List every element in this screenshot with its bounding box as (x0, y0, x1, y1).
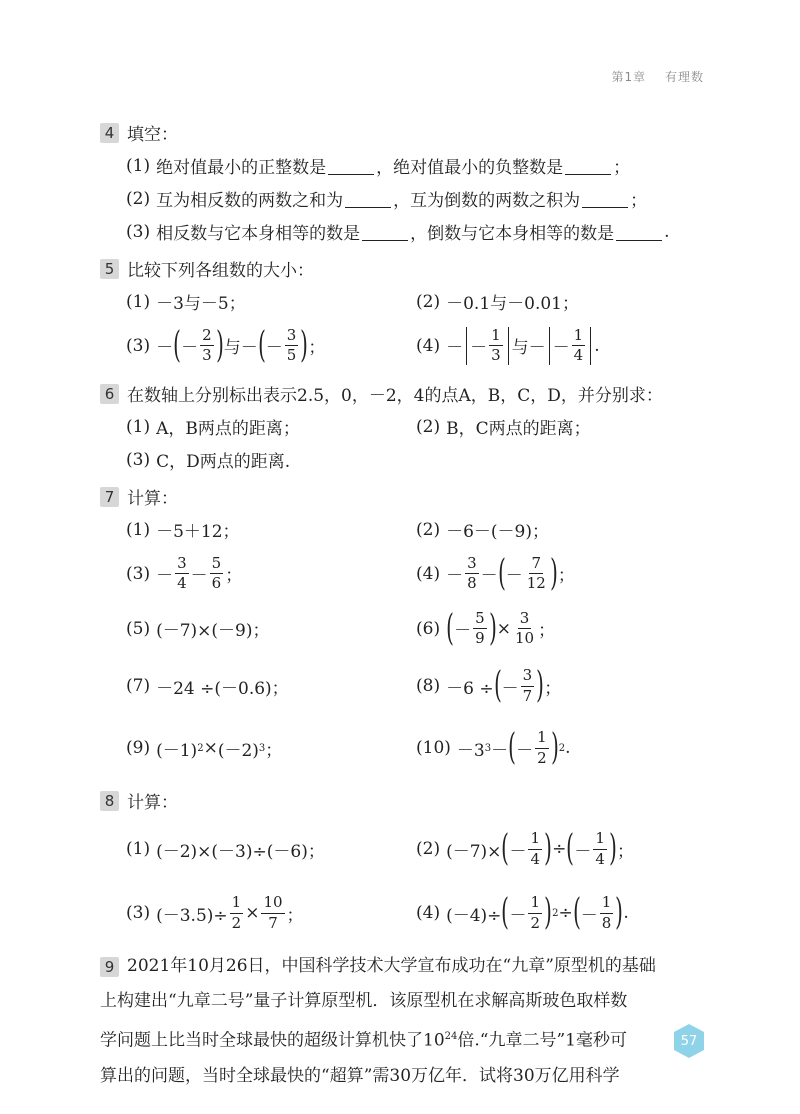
sub-item: (2) －6－(－9)； (416, 519, 549, 542)
sub-item: (3) (－3.5)÷ $\frac{1}{2}$ × $\frac{10}{7}$ ； (126, 893, 304, 932)
page-content (100, 116, 706, 1098)
problem-title: 比较下列各组数的大小： (127, 261, 314, 281)
sub-item: (5) (－7)×(－9)； (126, 618, 270, 641)
page-number: 57 (680, 1033, 698, 1049)
paragraph-line: 学问题上比当时全球最快的超级计算机快了$10^{24}$倍.“九章二号”1毫秒可 (100, 1030, 627, 1051)
fraction: $\frac{1}{2}$ (537, 728, 547, 767)
fraction: $\frac{1}{8}$ (601, 893, 612, 932)
fraction: $\frac{3}{5}$ (286, 325, 297, 364)
fraction: $\frac{7}{12}$ (526, 553, 546, 592)
problem-number: 9 (100, 957, 119, 977)
fraction: $\frac{1}{4}$ (595, 829, 605, 868)
problem-number: 8 (100, 791, 119, 811)
problem-7 (100, 480, 706, 780)
fraction: $\frac{3}{8}$ (467, 553, 477, 592)
fraction: $\frac{1}{2}$ (231, 893, 242, 932)
chapter-label: 第1章 (611, 70, 647, 84)
paragraph-line: 算出的问题，当时全球最快的“超算”需30万亿年．试将30万亿用科学 (100, 1065, 620, 1086)
fraction: $\frac{5}{6}$ (211, 553, 222, 592)
problem-title: 填空： (127, 125, 178, 145)
sub-item: (1) 绝对值最小的正整数是 ，绝对值最小的负整数是 ； (126, 155, 631, 178)
sub-item: (2) (－7)× ( － $\frac{1}{4}$ ) ÷ ( － $\frac{1}{4}$ ) ； (416, 828, 634, 869)
fraction: $\frac{1}{4}$ (573, 325, 584, 364)
sub-item: (1) (－2)×(－3)÷(－6)； (126, 839, 325, 862)
sub-item: (1) －5＋12； (126, 519, 240, 542)
sub-item: (7) －24 ÷(－0.6)； (126, 676, 289, 699)
problem-9 (100, 949, 706, 1094)
fraction: $\frac{1}{2}$ (530, 893, 541, 932)
sub-item: (9) (－1) 2 × (－2) 3 ； (126, 738, 283, 761)
fraction: $\frac{3}{10}$ (514, 608, 535, 647)
sub-item: (3) 相反数与它本身相等的数是 ，倒数与它本身相等的数是 . (126, 221, 670, 244)
sub-item: (10) －3 3 － ( － $\frac{1}{2}$ ) 2 . (416, 727, 571, 768)
problem-title: 计算： (127, 489, 178, 509)
problem-title: 计算： (127, 793, 178, 813)
sub-item: (2) －0.1与－0.01； (416, 291, 579, 314)
sub-item: (8) －6 ÷ ( － $\frac{3}{7}$ ) ； (416, 665, 562, 706)
problem-title: 在数轴上分别标出表示2.5，0，－2，4的点A，B，C，D，并分别求： (127, 386, 663, 406)
problem-8 (100, 784, 706, 945)
problem-4 (100, 116, 706, 248)
sub-item: (2) B，C两点的距离； (416, 416, 591, 439)
sub-item: (3) － ( － $\frac{2}{3}$ ) 与－ ( － $\frac{3}{5}$ ) ； (126, 324, 326, 366)
fraction: $\frac{10}{7}$ (263, 893, 283, 932)
answer-blank[interactable] (582, 190, 628, 208)
answer-blank[interactable] (362, 223, 408, 241)
chapter-title: 有理数 (664, 70, 704, 84)
answer-blank[interactable] (616, 223, 662, 241)
fraction: $\frac{1}{3}$ (491, 325, 501, 364)
answer-blank[interactable] (328, 157, 374, 175)
sub-item: (3) C，D两点的距离. (126, 449, 291, 472)
problem-5 (100, 252, 706, 373)
fraction: $\frac{3}{7}$ (522, 666, 533, 705)
problem-number: 7 (100, 487, 119, 507)
fraction: $\frac{2}{3}$ (202, 325, 212, 364)
sub-item: (4) (－4)÷ ( － $\frac{1}{2}$ ) 2 ÷ ( － $\frac{1}{8}$ ) . (416, 892, 629, 933)
paragraph-line: 2021年10月26日，中国科学技术大学宣布成功在“九章”原型机的基础 (127, 956, 656, 976)
sub-item: (4) － － $\frac{1}{3}$ 与－ － $\frac{1}{4}$ . (416, 325, 600, 364)
sub-item: (1) A，B两点的距离； (126, 416, 300, 439)
answer-blank[interactable] (565, 157, 611, 175)
sub-item: (6) ( － $\frac{5}{9}$ ) × $\frac{3}{10}$ ； (416, 607, 556, 649)
sub-item: (1) －3与－5； (126, 291, 246, 314)
fraction: $\frac{5}{9}$ (475, 608, 485, 647)
problem-number: 4 (100, 123, 119, 143)
problem-number: 5 (100, 259, 119, 279)
fraction: $\frac{3}{4}$ (177, 553, 187, 592)
problem-number: 6 (100, 384, 119, 404)
answer-blank[interactable] (345, 190, 391, 208)
paragraph-line: 上构建出“九章二号”量子计算原型机．该原型机在求解高斯玻色取样数 (100, 991, 628, 1011)
problem-6 (100, 377, 706, 476)
sub-item: (4) － $\frac{3}{8}$ － ( － $\frac{7}{12}$ ) ； (416, 552, 575, 594)
page-number-badge (670, 1022, 708, 1060)
sub-item: (2) 互为相反数的两数之和为 ，互为倒数的两数之积为 ； (126, 188, 648, 211)
sub-item: (3) － $\frac{3}{4}$ － $\frac{5}{6}$ ； (126, 553, 243, 592)
fraction: $\frac{1}{4}$ (530, 829, 541, 868)
page-header (612, 68, 704, 85)
